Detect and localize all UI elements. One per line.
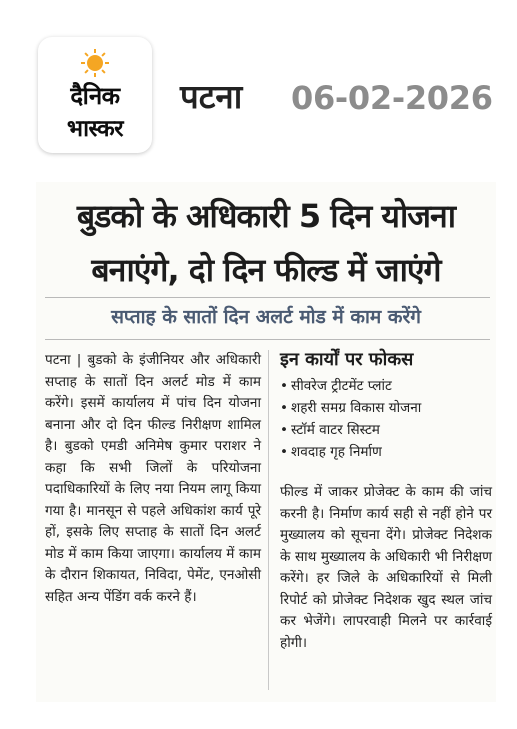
headline-line-2: बनाएंगे, दो दिन फील्ड में जाएंगे [91, 251, 441, 289]
list-item: • शहरी समग्र विकास योजना [280, 397, 421, 419]
divider [45, 297, 490, 298]
sun-icon [81, 49, 109, 77]
dainik-bhaskar-logo[interactable] [38, 37, 152, 153]
divider [45, 339, 490, 340]
newspaper-clipping [36, 182, 496, 702]
masthead [0, 0, 517, 175]
bullet-icon: • [280, 422, 289, 438]
logo-text-dainik: दैनिक [70, 82, 120, 110]
bullet-icon: • [280, 400, 289, 416]
focus-box-title: इन कार्यों पर फोकस [280, 349, 414, 370]
list-item: • शवदाह गृह निर्माण [280, 441, 421, 463]
bullet-icon: • [280, 444, 289, 460]
headline-line-1: बुडको के अधिकारी 5 दिन योजना [76, 197, 456, 235]
article-body-left: पटना | बुडको के इंजीनियर और अधिकारी सप्ताह के सातों दिन अलर्ट मोड में काम करेंगे। इसमें कार्यालय में पांच दिन योजना बनाना और दो दिन फील्ड निरीक्षण शामिल है। बुडको एमडी अनिमेष कुमार पराशर ने कहा कि सभी जिलों के परियोजना पदाधिकारियों के लिए नया नियम लागू किया गया है। मानसून से पहले अधिकांश कार्य पूरे हों, इसके लिए सप्ताह के सातों दिन अलर्ट मोड में काम किया जाएगा। कार्यालय में काम के दौरान शिकायत, निविदा, पेमेंट, एनओसी सहित अन्य पेंडिंग वर्क करने हैं। [45, 352, 261, 605]
subheadline: सप्ताह के सातों दिन अलर्ट मोड में काम करेंगे [111, 306, 421, 328]
list-item: • सीवरेज ट्रीटमेंट प्लांट [280, 375, 421, 397]
column-divider [268, 350, 269, 690]
logo-text-bhaskar: भास्कर [66, 116, 124, 142]
list-item: • स्टॉर्म वाटर सिस्टम [280, 419, 421, 441]
focus-list [280, 375, 421, 463]
edition-date: 06-02-2026 [291, 79, 493, 117]
bullet-icon: • [280, 378, 289, 394]
edition-city: पटना [180, 77, 243, 116]
article-body-right: फील्ड में जाकर प्रोजेक्ट के काम की जांच करनी है। निर्माण कार्य सही से नहीं होने पर मुख्यालय को सूचना देंगे। प्रोजेक्ट निदेशक के साथ मुख्यालय के अधिकारी भी निरीक्षण करेंगे। हर जिले के अधिकारियों से मिली रिपोर्ट को प्रोजेक्ट निदेशक खुद स्थल जांच कर भेजेंगे। लापरवाही मिलने पर कार्रवाई होगी। [280, 484, 492, 651]
